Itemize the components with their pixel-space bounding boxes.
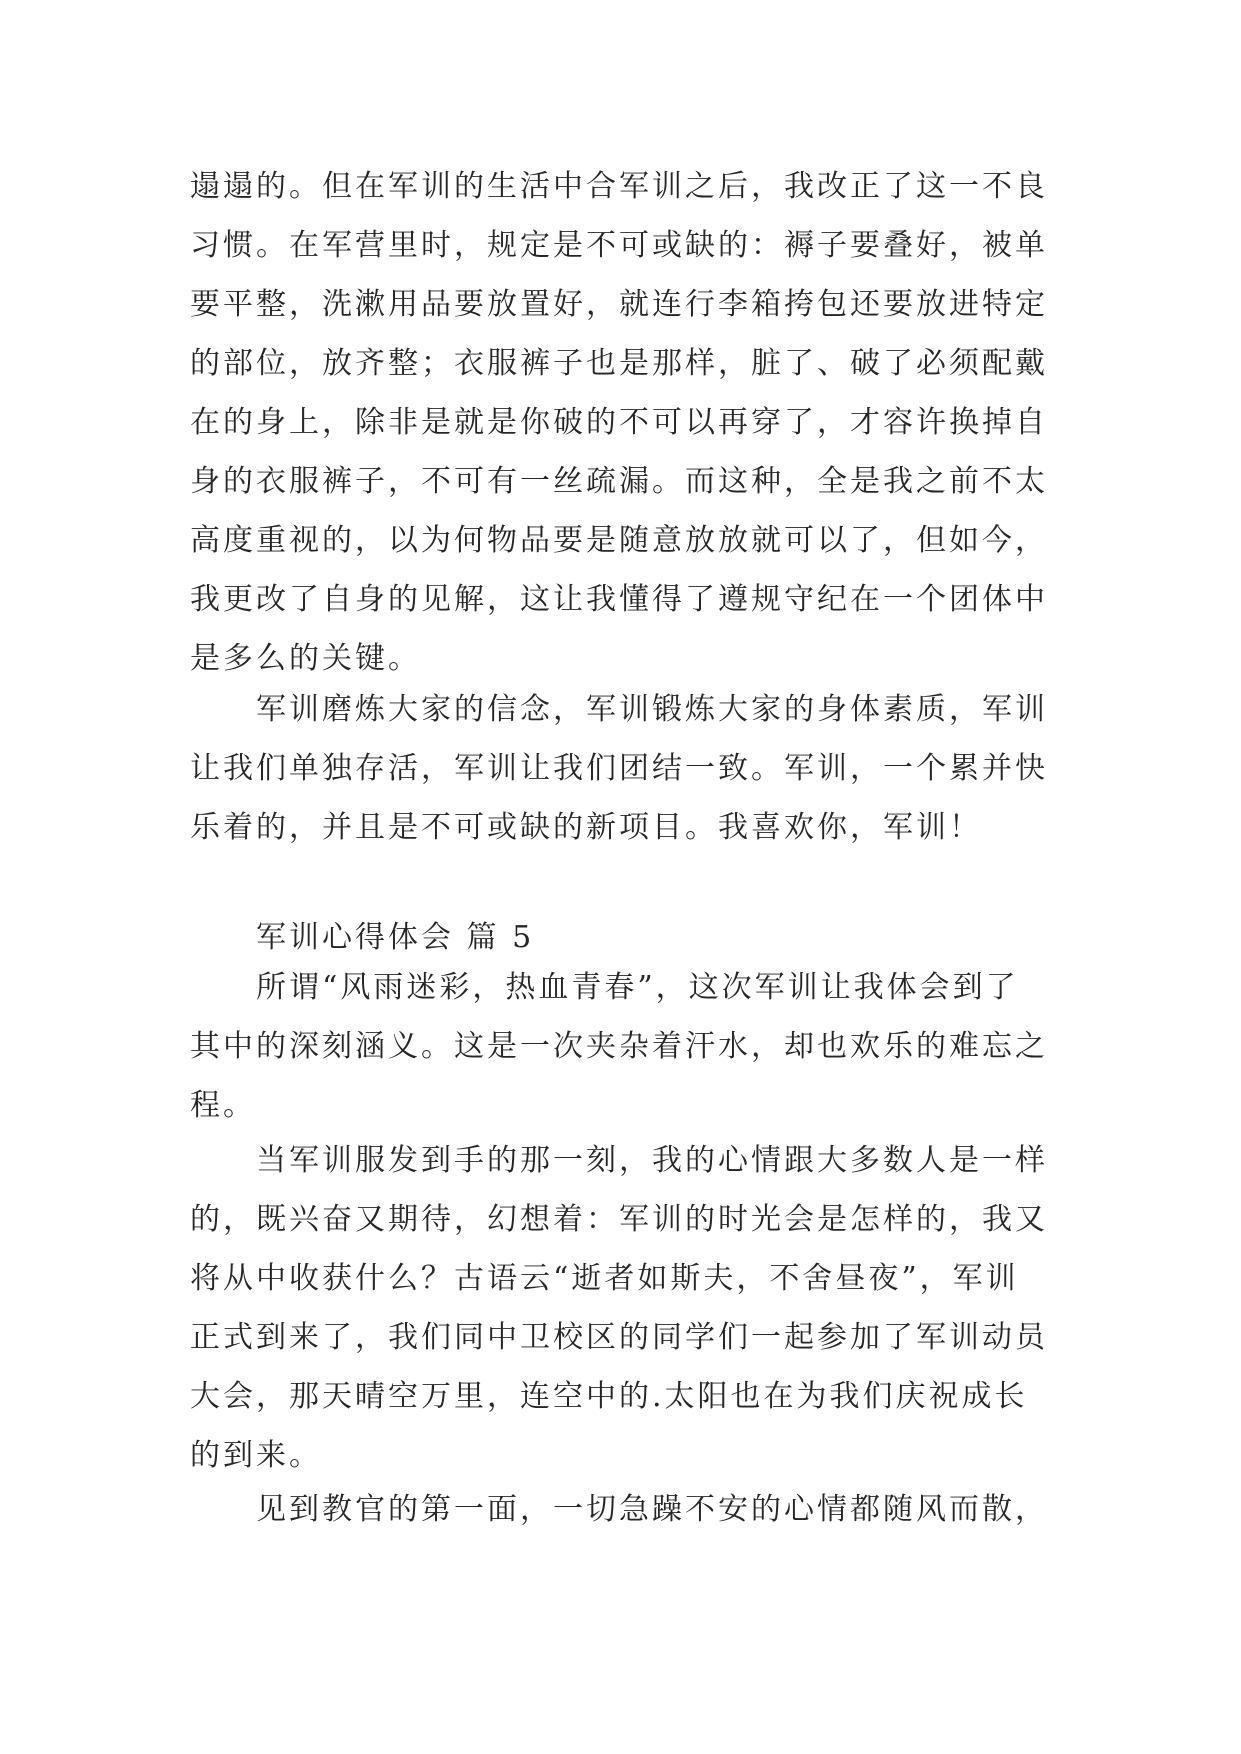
text-line: 正式到来了，我们同中卫校区的同学们一起参加了军训动员 — [190, 1320, 1048, 1355]
text-line: 在的身上，除非是就是你破的不可以再穿了，才容许换掉自 — [190, 405, 1048, 440]
text-line: 的到来。 — [190, 1438, 322, 1473]
text-line: 我更改了自身的见解，这让我懂得了遵规守纪在一个团体中 — [190, 582, 1048, 617]
text-line: 将从中收获什么？古语云“逝者如斯夫，不舍昼夜”，军训 — [190, 1261, 1019, 1296]
paragraph-military-habits — [190, 157, 1070, 688]
section-heading-text: 军训心得体会 篇 5 — [190, 920, 535, 955]
text-line: 所谓“风雨迷彩，热血青春”，这次军训让我体会到了 — [190, 970, 1019, 1005]
text-line: 当军训服发到手的那一刻，我的心情跟大多数人是一样 — [190, 1143, 1048, 1178]
text-line: 遢遢的。但在军训的生活中合军训之后，我改正了这一不良 — [190, 169, 1048, 204]
text-line: 程。 — [190, 1088, 256, 1123]
text-line: 大会，那天晴空万里，连空中的.太阳也在为我们庆祝成长 — [190, 1379, 1028, 1414]
text-line: 军训磨炼大家的信念，军训锻炼大家的身体素质，军训 — [190, 692, 1048, 727]
paragraph-instructor — [190, 1480, 1070, 1539]
text-line: 是多么的关键。 — [190, 641, 421, 676]
text-line: 习惯。在军营里时，规定是不可或缺的：褥子要叠好，被单 — [190, 228, 1048, 263]
text-line: 的，既兴奋又期待，幻想着：军训的时光会是怎样的，我又 — [190, 1202, 1048, 1237]
text-line: 让我们单独存活，军训让我们团结一致。军训，一个累并快 — [190, 751, 1048, 786]
text-line: 要平整，洗漱用品要放置好，就连行李箱挎包还要放进特定 — [190, 287, 1048, 322]
paragraph-uniform-day — [190, 1131, 1070, 1485]
text-line: 的部位，放齐整；衣服裤子也是那样，脏了、破了必须配戴 — [190, 346, 1048, 381]
paragraph-intro — [190, 958, 1070, 1135]
text-line: 高度重视的，以为何物品要是随意放放就可以了，但如今， — [190, 523, 1048, 558]
text-line: 其中的深刻涵义。这是一次夹杂着汗水，却也欢乐的难忘之 — [190, 1029, 1048, 1064]
text-line: 乐着的，并且是不可或缺的新项目。我喜欢你，军训！ — [190, 810, 982, 845]
text-line: 身的衣服裤子，不可有一丝疏漏。而这种，全是我之前不太 — [190, 464, 1048, 499]
paragraph-military-summary — [190, 680, 1070, 857]
text-line: 见到教官的第一面，一切急躁不安的心情都随风而散， — [190, 1492, 1048, 1527]
